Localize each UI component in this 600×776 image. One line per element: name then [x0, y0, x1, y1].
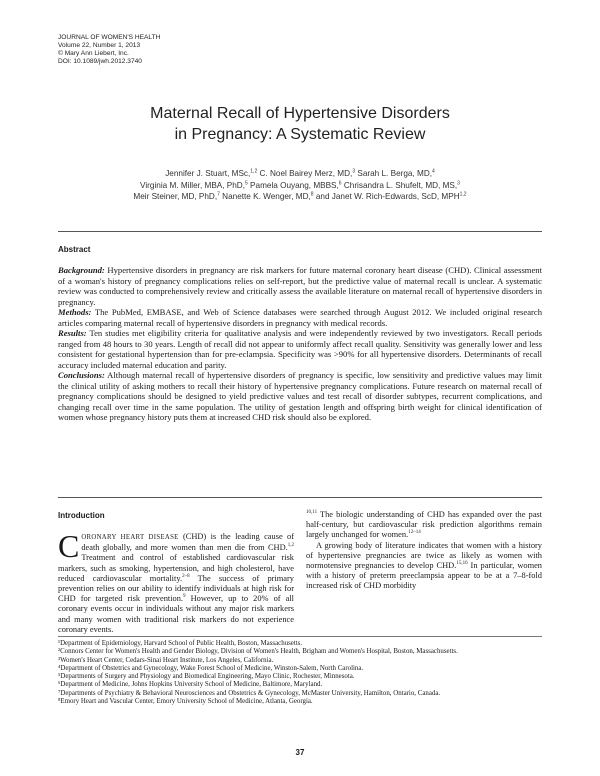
footnote: ¹Department of Epidemiology, Harvard School of Public Health, Boston, Massachusetts. [58, 640, 303, 647]
author-list [0, 168, 600, 203]
affiliation-mark: 6 [338, 179, 342, 186]
affiliation-mark: 1,2 [459, 191, 467, 198]
abstract-background [58, 265, 542, 307]
section-heading-introduction: Introduction [58, 511, 105, 520]
intro-paragraph-1-cont [306, 510, 542, 541]
drop-cap: C [58, 528, 80, 564]
abstract-top-rule [58, 231, 542, 232]
journal-name: JOURNAL OF WOMEN'S HEALTH [58, 34, 161, 41]
footnote: ⁴Department of Obstetrics and Gynecology, Wake Forest School of Medicine, Winston-Salem, North Carolina. [58, 664, 364, 672]
author-line-3 [0, 191, 600, 203]
body-text: Treatment and control of established cardiovascular risk markers, such as smoking, hypertension, and high cholesterol, have reduced cardiovascular mortality. [58, 553, 294, 583]
copyright: © Mary Ann Liebert, Inc. [58, 50, 129, 57]
abstract-body [58, 265, 542, 423]
author-name: and Janet W. Rich-Edwards, ScD, MPH [313, 192, 460, 202]
abstract-label: Results: [58, 328, 87, 338]
author-name: Meir Steiner, MD, PhD, [133, 192, 218, 202]
abstract-text: Ten studies met eligibility criteria for qualitative analysis and were independently reviewed by two investigators. Recall periods ranged from 48 hours to 30 years. Length of recall did not appear to uniformly affect recall quality. Sensitivity was generally lower and less consistent for gestational hypertension than for pre-eclampsia. Specificity was >90% for all hypertensive disorders. Determinants of recall accuracy included maternal education and parity. [58, 328, 542, 370]
abstract-label: Background: [58, 265, 105, 275]
author-name: C. Noel Bairey Merz, MD, [257, 169, 353, 178]
journal-header [58, 34, 160, 66]
abstract-bottom-rule [58, 497, 542, 498]
body-column-right [306, 510, 542, 592]
abstract-text: The PubMed, EMBASE, and Web of Science databases were searched through August 2012. We included original research articles comparing maternal recall of hypertensive disorders in pregnancy with medical records. [58, 307, 542, 328]
body-text: In particular, women with a history of preterm preeclampsia appear to be at a 7–8-fold increased risk of CHD morbidity [306, 561, 542, 591]
footnote: ⁶Department of Medicine, Johns Hopkins University School of Medicine, Baltimore, Maryland. [58, 681, 323, 689]
page-number: 37 [295, 748, 305, 757]
author-name: Chrisandra L. Shufelt, MD, MS, [341, 180, 458, 190]
author-name: Sarah L. Berga, MD, [355, 169, 433, 178]
abstract-text: Although maternal recall of hypertensive disorders of pregnancy is specific, low sensitivity and predictive values may limit the clinical utility of asking mothers to recall their history of hypertensive pregnancy complications. Future research on maternal recall of pregnancy complications should be designed to yield predictive values and test recall of disorder subtypes, recurrent complications, and changing recall over time in the same population. The utility of gestation length and offspring birth weight for clinical identification of women whose pregnancy history puts them at increased CHD risk should also be explored. [58, 370, 542, 422]
footnote: ³Women's Heart Center, Cedars-Sinai Heart Institute, Los Angeles, California. [58, 656, 274, 664]
body-text: The biologic understanding of CHD has expanded over the past half-century, but cardiovascular risk prediction algorithms remain largely unchanged for women. [306, 510, 542, 540]
affiliation-mark: 8 [310, 191, 314, 198]
affiliation-mark: 1,2 [250, 168, 258, 175]
citation: 12–14 [408, 530, 421, 536]
volume-info: Volume 22, Number 1, 2013 [58, 42, 141, 49]
body-column-left [58, 528, 294, 635]
body-text: (CHD) is the leading cause of death globally, and more women than men die from CHD. [81, 532, 294, 553]
abstract-text: Hypertensive disorders in pregnancy are risk markers for future maternal coronary heart disease (CHD). Clinical assessment of a woman's history of pregnancy complications relies on self-report, but the predictive value of maternal recall is unclear. A systematic review was conducted to comprehensively review and critically assess the available literature on maternal recall of hypertensive disorders in pregnancy. [58, 265, 542, 307]
footnote: ⁸Emory Heart and Vascular Center, Emory University School of Medicine, Atlanta, Georgia. [58, 698, 313, 706]
small-caps-lead: ORONARY HEART DISEASE [81, 534, 179, 541]
intro-paragraph-2 [306, 541, 542, 592]
affiliation-mark: 3 [457, 179, 460, 186]
body-text: A growing body of literature indicates that women with a history of hypertensive pregnancies are twice as likely as women with normotensive pregnancies to develop CHD. [306, 540, 542, 571]
author-name: Pamela Ouyang, MBBS, [247, 180, 339, 190]
title-line-2: in Pregnancy: A Systematic Review [174, 126, 426, 143]
author-name: Nanette K. Wenger, MD, [219, 192, 311, 202]
abstract-results [58, 328, 542, 370]
article-title [0, 103, 600, 145]
abstract-heading: Abstract [58, 245, 91, 254]
abstract-methods [58, 307, 542, 328]
body-text: The success of primary prevention relies on our ability to identify individuals at high risk for CHD for targeted risk prevention. [58, 573, 294, 604]
abstract-label: Conclusions: [58, 370, 105, 380]
author-line-2 [0, 180, 600, 192]
footnote-rule [58, 636, 542, 637]
affiliation-mark: 5 [245, 179, 248, 186]
body-text: However, up to 20% of all coronary events occur in individuals without any major risk markers and many women with traditional risk markers do not experience coronary events. [58, 594, 294, 634]
author-name: Jennifer J. Stuart, MSc, [165, 169, 251, 178]
affiliation-mark: 3 [352, 168, 356, 175]
abstract-label: Methods: [58, 307, 92, 317]
citation: 2–8 [182, 574, 190, 580]
doi: DOI: 10.1089/jwh.2012.3740 [58, 58, 142, 65]
affiliation-mark: 4 [432, 168, 435, 175]
citation: 9 [183, 594, 186, 600]
author-name: Virginia M. Miller, MBA, PhD, [140, 180, 245, 190]
footnote: ⁵Departments of Surgery and Physiology and Biomedical Engineering, Mayo Clinic, Rochester, Minnesota. [58, 673, 355, 681]
footnote: ⁷Departments of Psychiatry & Behavioral Neurosciences and Obstetrics & Gynecology, McMaster University, Hamilton, Ontario, Canada. [58, 689, 441, 697]
intro-paragraph-1 [58, 528, 294, 635]
citation: 15,16 [456, 561, 468, 567]
footnote: ²Connors Center for Women's Health and Gender Biology, Division of Women's Health, Brigham and Women's Hospital, Boston, Massachusetts. [58, 648, 458, 656]
citation: 1,2 [287, 543, 294, 549]
author-line-1 [0, 168, 600, 180]
abstract-conclusions [58, 370, 542, 423]
citation: 10,11 [306, 510, 318, 516]
affiliation-footnotes [58, 640, 542, 706]
title-line-1: Maternal Recall of Hypertensive Disorders [150, 105, 450, 122]
affiliation-mark: 7 [217, 191, 220, 198]
